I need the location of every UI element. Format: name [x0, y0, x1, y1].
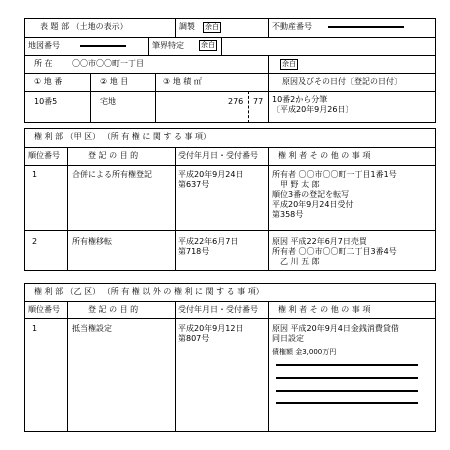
kou-col-no-header: 順位番号 — [28, 151, 60, 160]
kou-col-line — [268, 147, 269, 271]
chiban-value: 10番5 — [34, 97, 58, 106]
hyodai-col-line — [268, 18, 269, 37]
kou-row-line — [24, 147, 436, 148]
hyodai-title: 表 題 部 （土地の表示） — [40, 22, 128, 31]
otsu-col-line — [268, 301, 269, 432]
kou-row1-purpose: 合併による所有権登記 — [72, 170, 152, 179]
chosei-label: 調製 — [179, 22, 195, 31]
kou-row2-no: 2 — [32, 237, 38, 246]
otsu-row1-receipt: 平成20年9月12日 第807号 — [178, 324, 244, 343]
chiseki-dec-value: 77 — [253, 97, 264, 106]
kou-col-purpose-header: 登 記 の 目 的 — [88, 151, 139, 160]
hikkai-value: 余白 — [201, 41, 215, 49]
hyodai-col-line — [268, 55, 269, 73]
otsu-title: 権 利 部 （乙 区） （所 有 権 以 外 の 権 利 に 関 す る 事 項） — [34, 287, 264, 296]
col-chiban-header: ① 地 番 — [34, 77, 63, 86]
kou-col-line — [67, 147, 68, 271]
otsu-row1-purpose: 抵当権設定 — [72, 324, 112, 333]
otsu-col-line — [67, 301, 68, 432]
chimoku-value: 宅地 — [100, 97, 116, 106]
kou-row1-no: 1 — [32, 170, 38, 179]
hyodai-col-line — [155, 73, 156, 123]
chosei-value: 余白 — [205, 23, 219, 31]
redaction-line-2 — [276, 377, 418, 379]
otsu-row1-detail: 原因 平成20年9月4日金銭消費貸借 同日設定 — [272, 324, 399, 343]
hyodai-row-line — [24, 73, 436, 74]
kou-col-detail-header: 権 利 者 そ の 他 の 事 項 — [278, 151, 371, 160]
chizu-redaction — [80, 45, 126, 47]
hyodai-row-line — [24, 55, 436, 56]
otsu-col-purpose-header: 登 記 の 目 的 — [88, 305, 139, 314]
shozai-value: 〇〇市〇〇町一丁目 — [72, 59, 144, 68]
shozai-label: 所 在 — [34, 59, 53, 68]
hyodai-section — [24, 18, 436, 123]
fudosan-redaction — [328, 26, 404, 28]
otsu-col-line — [175, 301, 176, 432]
kou-row2-purpose: 所有権移転 — [72, 237, 112, 246]
kou-col-receipt-header: 受付年月日・受付番号 — [178, 151, 258, 160]
kou-row2-detail: 原因 平成22年6月7日売買 所有者 〇〇市〇〇町二丁目3番4号 乙 川 五 郎 — [272, 237, 397, 266]
redaction-line-3 — [276, 390, 418, 392]
kou-col-line — [175, 147, 176, 271]
chiseki-int-value: 276 — [228, 97, 244, 106]
kou-row-line — [24, 230, 436, 231]
otsu-row1-no: 1 — [32, 324, 38, 333]
kou-row1-detail: 所有者 〇〇市〇〇町一丁目1番1号 甲 野 太 郎 順位3番の登記を転写 平成20年9月24日受付 第358号 — [272, 170, 397, 219]
hyodai-col-line — [268, 73, 269, 123]
col-chimoku-header: ② 地 目 — [100, 77, 129, 86]
hyodai-col-line — [148, 37, 149, 55]
redaction-line-4 — [276, 402, 418, 404]
hyodai-col-line — [221, 37, 222, 55]
col-chiseki-header: ③ 地 積 ㎡ — [163, 77, 202, 86]
hyodai-dashed-line — [248, 91, 249, 123]
kou-title: 権 利 部 （甲 区） （所 有 権 に 関 す る 事 項） — [34, 132, 212, 141]
hyodai-row-line — [24, 91, 436, 92]
hyodai-col-line — [175, 18, 176, 37]
otsu-row1-amount: 債権額 金3,000万円 — [272, 348, 337, 356]
kou-row2-receipt: 平成22年6月7日 第718号 — [178, 237, 239, 256]
hikkai-label: 筆界特定 — [152, 41, 184, 50]
col-reason-header: 原因及びその日付〔登記の日付〕 — [282, 77, 402, 86]
hyodai-col-line — [90, 73, 91, 123]
kou-row1-receipt: 平成20年9月24日 第637号 — [178, 170, 244, 189]
otsu-col-receipt-header: 受付年月日・受付番号 — [178, 305, 258, 314]
fudosan-label: 不動産番号 — [272, 22, 312, 31]
kou-row-line — [24, 165, 436, 166]
otsu-col-no-header: 順位番号 — [28, 305, 60, 314]
hyodai-row-line — [24, 37, 436, 38]
shozai-note: 余白 — [282, 60, 296, 68]
otsu-row-line — [24, 301, 436, 302]
redaction-line-1 — [276, 364, 418, 366]
otsu-row-line — [24, 318, 436, 319]
reason-value: 10番2から分筆 〔平成20年9月26日〕 — [272, 95, 354, 114]
chizu-label: 地図番号 — [28, 41, 60, 50]
otsu-col-detail-header: 権 利 者 そ の 他 の 事 項 — [278, 305, 371, 314]
